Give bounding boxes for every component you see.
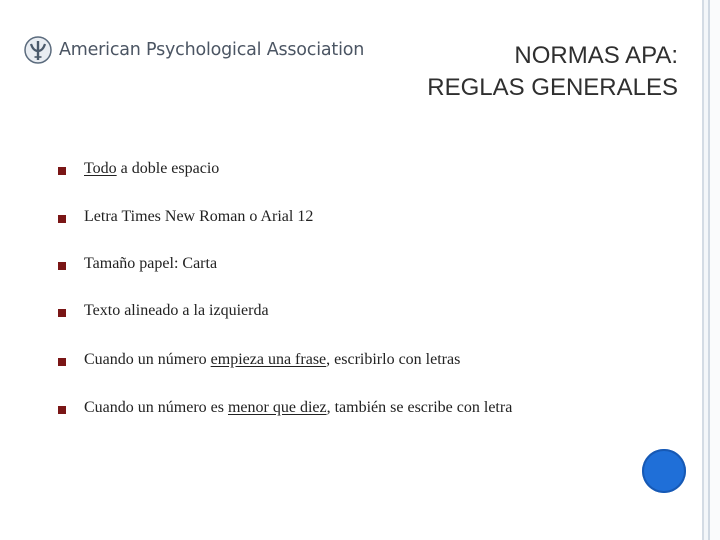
apa-logo (24, 34, 364, 66)
bullet-text (84, 399, 512, 417)
square-bullet-icon (58, 215, 66, 223)
text-segment: Texto alineado a la izquierda (84, 302, 269, 319)
text-segment: , escribirlo con letras (326, 351, 461, 368)
square-bullet-icon (58, 167, 66, 175)
bullet-text (84, 351, 460, 369)
bullet-item (58, 208, 313, 226)
bullet-text (84, 302, 269, 320)
square-bullet-icon (58, 358, 66, 366)
title-line-1: NORMAS APA: (514, 42, 678, 69)
text-segment: Cuando un número es (84, 399, 228, 416)
bullet-item (58, 399, 512, 417)
underlined-text: Todo (84, 160, 117, 177)
underlined-text: menor que diez (227, 399, 327, 416)
blue-circle-icon (642, 449, 686, 493)
bullet-item (58, 302, 269, 320)
bullet-item (58, 351, 460, 369)
bullet-text (84, 208, 313, 226)
bullet-item (58, 255, 217, 273)
bullet-item (58, 160, 219, 178)
square-bullet-icon (58, 406, 66, 414)
slide-title (427, 40, 678, 104)
bullet-text (84, 160, 219, 178)
apa-logo-icon (24, 36, 52, 64)
text-segment: Tamaño papel: Carta (84, 255, 218, 272)
text-segment: a doble espacio (116, 160, 220, 177)
bullet-text (84, 255, 217, 273)
underlined-text: empieza una frase (210, 351, 327, 368)
slide-right-border (688, 0, 720, 540)
square-bullet-icon (58, 262, 66, 270)
text-segment: Letra Times New Roman o Arial 12 (84, 208, 314, 225)
logo-text: American Psychological Association (59, 40, 365, 60)
text-segment: Cuando un número (84, 351, 211, 368)
title-line-2: REGLAS GENERALES (427, 74, 678, 101)
square-bullet-icon (58, 309, 66, 317)
text-segment: , también se escribe con letra (326, 399, 513, 416)
